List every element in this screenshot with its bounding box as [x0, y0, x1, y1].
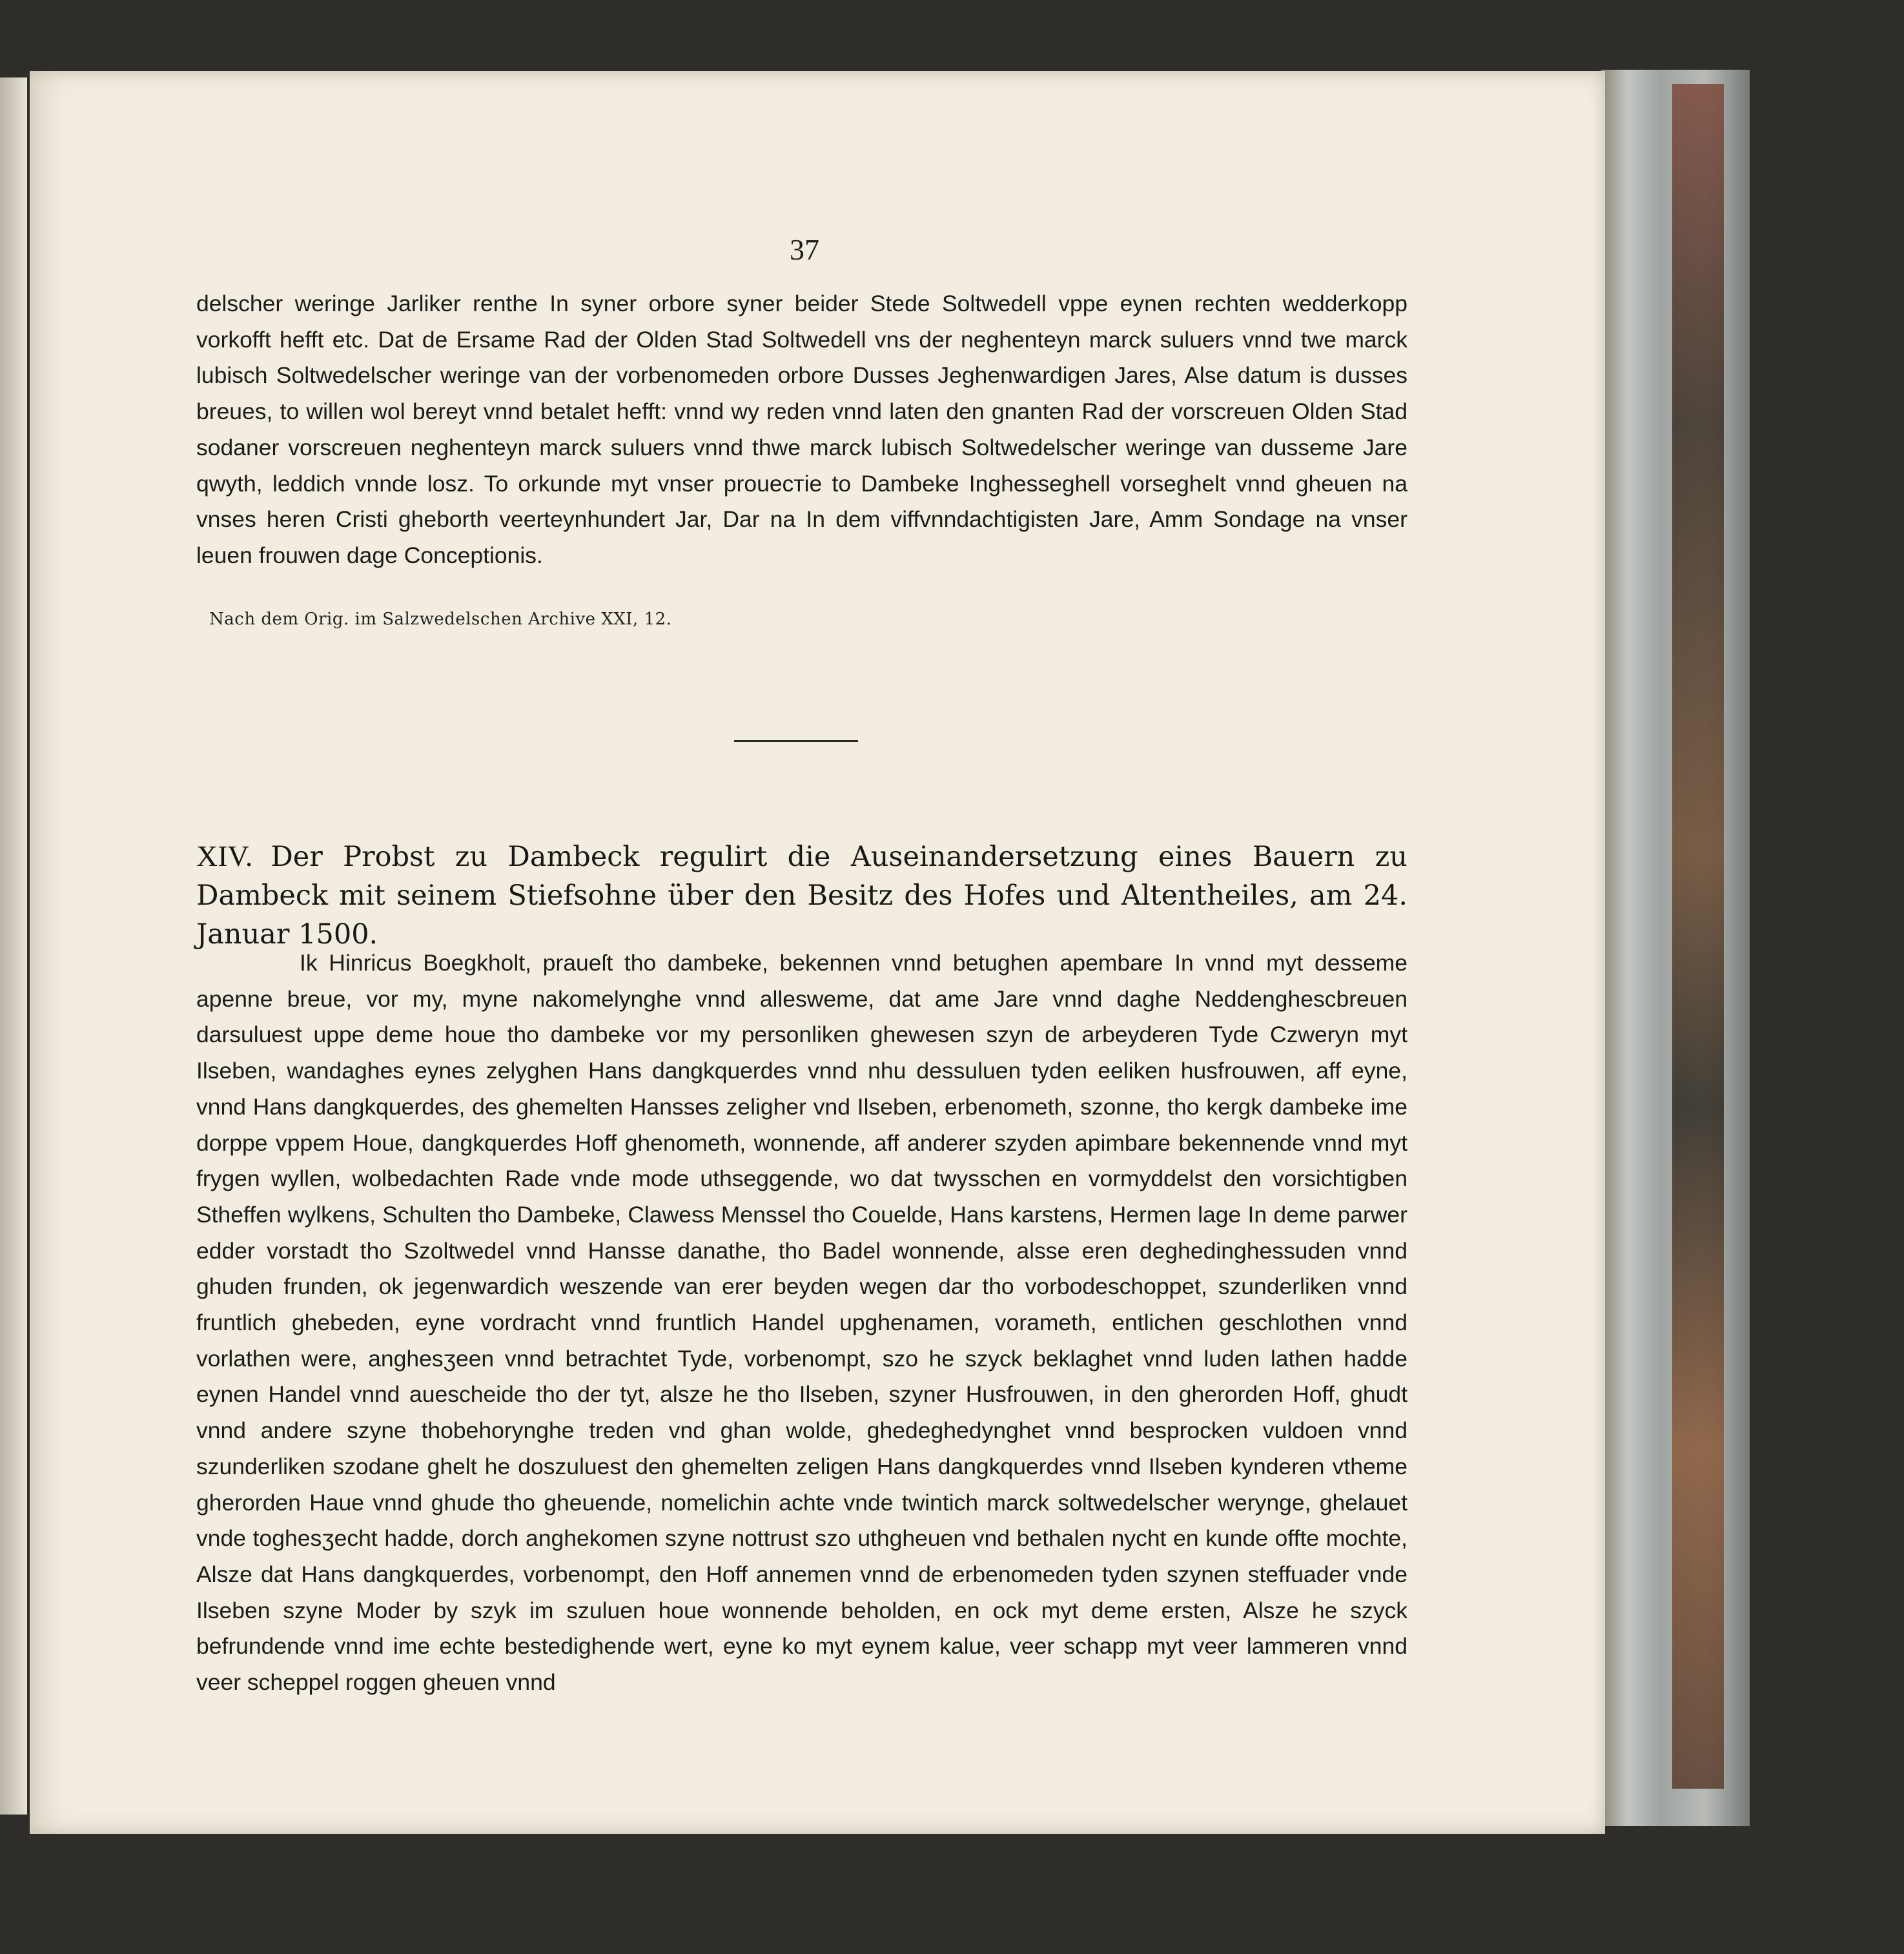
section-heading-text: Der Probst zu Dambeck regulirt die Auseinandersetzung eines Bauern zu Dambeck mit seinem Stiefsohne über den Besitz des Hofes und Altentheiles, am 24. Januar 1500. [196, 841, 1408, 951]
section-numeral: XIV. [196, 839, 253, 872]
charter-text-continuation: delscher weringe Jarliker renthe In syner orbore syner beider Stede Soltwedell vppe eynen rechten wedderkopp vorkofft hefft etc. Dat de Ersame Rad der Olden Stad Soltwedell vns der neghenteyn marck suluers vnnd twe marck lubisch Soltwedelscher weringe van der vorbenomeden orbore Dusses Jeghenwardigen Jares, Alse datum is dusses breues, to willen wol bereyt vnnd betalet hefft: vnnd wy reden vnnd laten den gnanten Rad der vorscreuen Olden Stad sodaner vorscreuen neghenteyn marck suluers vnnd thwe marck lubisch Soltwedelscher weringe van dusseme Jare qwyth, leddich vnnde losz. To orkunde myt vnser proueстie to Dambeke Inghesseghell vorseghelt vnnd gheuen na vnses heren Cristi gheborth veerteynhundert Jar, Dar na In dem viffvnndachtigisten Jare, Amm Sondage na vnser leuen frouwen dage Conceptionis. [196, 291, 1408, 568]
section-divider [734, 740, 858, 742]
charter-text: Ik Hinricus Boegkholt, praueſt tho dambeke, bekennen vnnd betughen apembare In vnnd myt desseme apenne breue, vor my, myne nakomelynghe vnnd allesweme, dat ame Jare vnnd daghe Neddenghescbreuen darsuluest uppe deme houe tho dambeke vor my personliken ghewesen szyn de arbeyderen Tyde Czweryn myt Ilseben, wandaghes eynes zelyghen Hans dangkquerdes vnnd nhu dessuluen tyden eeliken husfrouwen, aff eyne, vnnd Hans dangkquerdes, des ghemelten Hansses zeligher vnd Ilseben, erbenometh, szonne, tho kergk dambeke ime dorppe vppem Houe, dangkquerdes Hoff ghenometh, wonnende, aff anderer szyden apimbare bekennende vnnd myt frygen wyllen, wolbedachten Rade vnde mode uthseggende, wo dat twysschen en vormyddelst den vorsichtigben Stheffen wylkens, Schulten tho Dambeke, Clawess Menssel tho Couelde, Hans karstens, Hermen lage In deme parwer edder vorstadt tho Szoltwedel vnnd Hansse danathe, tho Badel wonnende, alsse eren deghedinghessuden vnnd ghuden frunden, ok jegenwardich weszende van erer beyden wegen dar tho vorbodeschoppet, szunderliken vnnd fruntlich ghebeden, eyne vordracht vnnd fruntlich Handel upghenamen, vorameth, entlichen geschlothen vnnd vorlathen were, anghesʒeen vnnd betrachtet Tyde, vorbenompt, szo he szyck beklaghet vnnd luden lathen hadde eynen Handel vnnd auescheide tho der tyt, alsze he tho Ilseben, szyner Husfrouwen, in den gherorden Hoff, ghudt vnnd andere szyne thobehorynghe treden vnd ghan wolde, ghedeghedynghet vnnd besprocken vuldoen vnnd szunderliken szodane ghelt he doszuluest den ghemelten zeligen Hans dangkquerdes vnnd Ilseben kynderen vtheme gherorden Haue vnnd ghude tho gheuende, nomelichin achte vnde twintich marck soltwedelscher werynge, ghelauet vnde toghesʒecht hadde, dorch anghekomen szyne nottrust szo uthgheuen vnd bethalen nycht en kunde offte mochte, Alsze dat Hans dangkquerdes, vorbenompt, den Hoff annemen vnnd de erbenomeden tyden szynen steffuader vnde Ilseben szyne Moder by szyk im szuluen houe wonnende beholden, en ock myt deme ersten, Alsze he szyck befrundende vnnd ime echte bestedighende wert, eyne ko myt eynem kalue, veer schapp myt veer lammeren vnnd veer scheppel roggen gheuen vnnd [196, 950, 1408, 1696]
source-note: Nach dem Orig. im Salzwedelschen Archive XXI, 12. [209, 610, 672, 629]
section-heading [196, 837, 1408, 954]
facing-page-edge [0, 77, 27, 1815]
page-number: 37 [790, 233, 819, 266]
book-page [30, 71, 1605, 1834]
marbled-cover [1672, 84, 1724, 1789]
